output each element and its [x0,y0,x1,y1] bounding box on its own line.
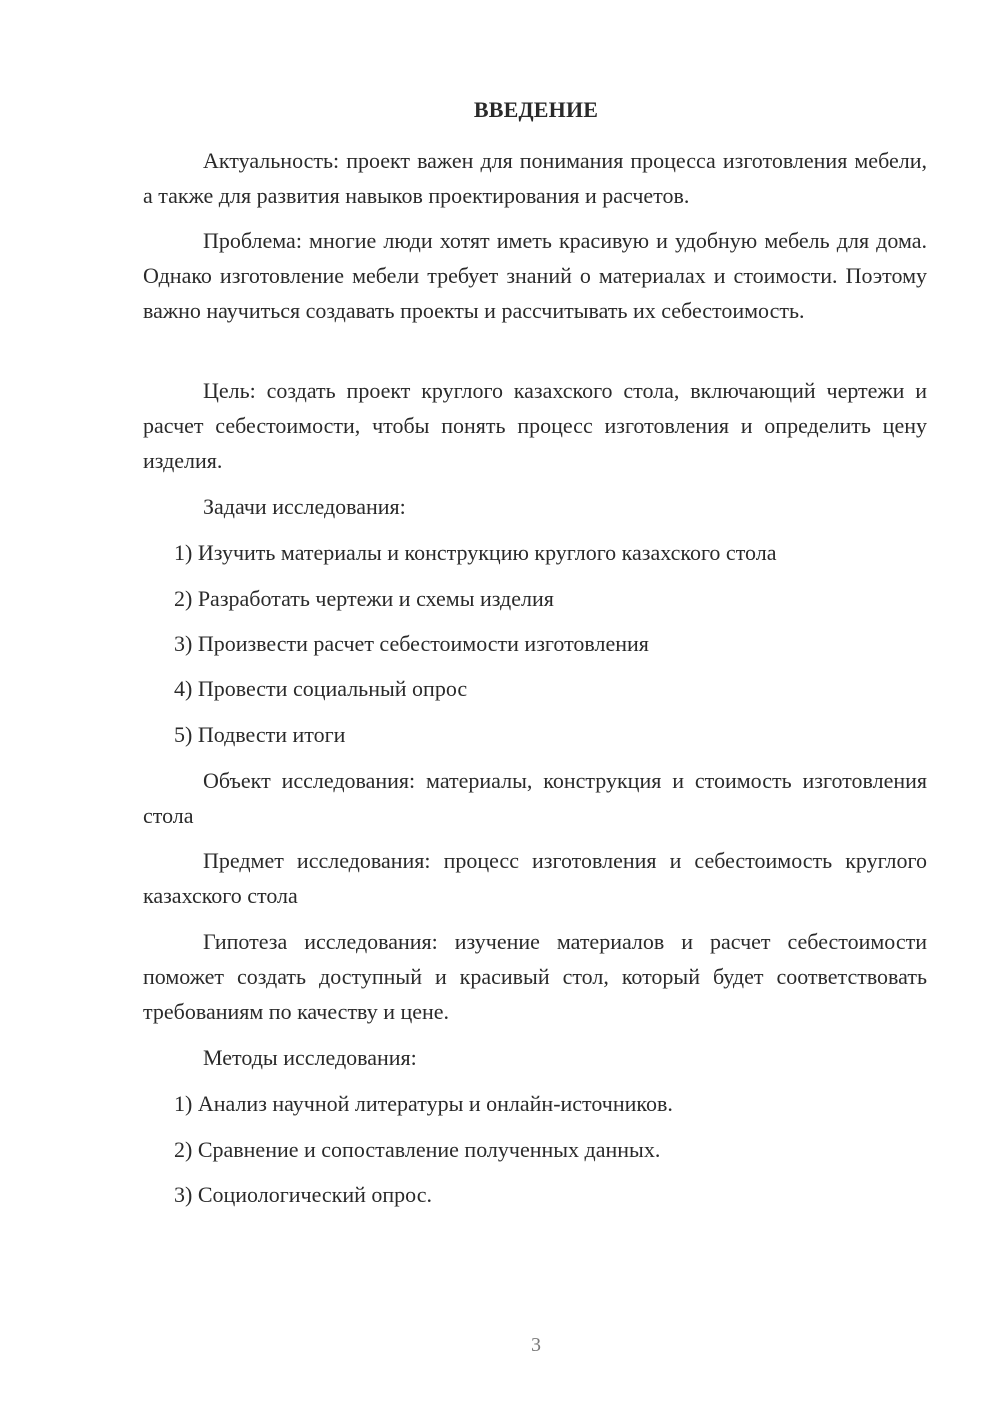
task-item: 3) Произвести расчет себестоимости изготовления [174,631,649,656]
method-item: 3) Социологический опрос. [174,1182,432,1207]
hypothesis-paragraph: Гипотеза исследования: изучение материалов и расчет себестоимости поможет создать доступный и красивый стол, который будет соответствовать требованиям по качеству и цене. [143,929,927,1024]
problem-paragraph: Проблема: многие люди хотят иметь красивую и удобную мебель для дома. Однако изготовление мебели требует знаний о материалах и стоимости. Поэтому важно научиться создавать проекты и рассчитывать их себестоимость. [143,228,927,323]
relevance-paragraph: Актуальность: проект важен для понимания процесса изготовления мебели, а также для развития навыков проектирования и расчетов. [143,148,927,208]
subject-paragraph: Предмет исследования: процесс изготовления и себестоимость круглого казахского стола [143,848,927,908]
method-item: 2) Сравнение и сопоставление полученных данных. [174,1137,661,1162]
task-item: 4) Провести социальный опрос [174,676,468,701]
page-title: ВВЕДЕНИЕ [473,97,599,122]
methods-title: Методы исследования: [203,1045,417,1070]
method-item: 1) Анализ научной литературы и онлайн-источников. [174,1091,673,1116]
object-paragraph: Объект исследования: материалы, конструкция и стоимость изготовления стола [143,768,927,828]
task-item: 2) Разработать чертежи и схемы изделия [174,586,554,611]
task-item: 5) Подвести итоги [174,722,346,747]
goal-paragraph: Цель: создать проект круглого казахского стола, включающий чертежи и расчет себестоимости, чтобы понять процесс изготовления и определить цену изделия. [143,378,927,473]
page-number: 3 [531,1334,541,1356]
task-item: 1) Изучить материалы и конструкцию круглого казахского стола [174,540,777,565]
tasks-title: Задачи исследования: [203,494,406,519]
